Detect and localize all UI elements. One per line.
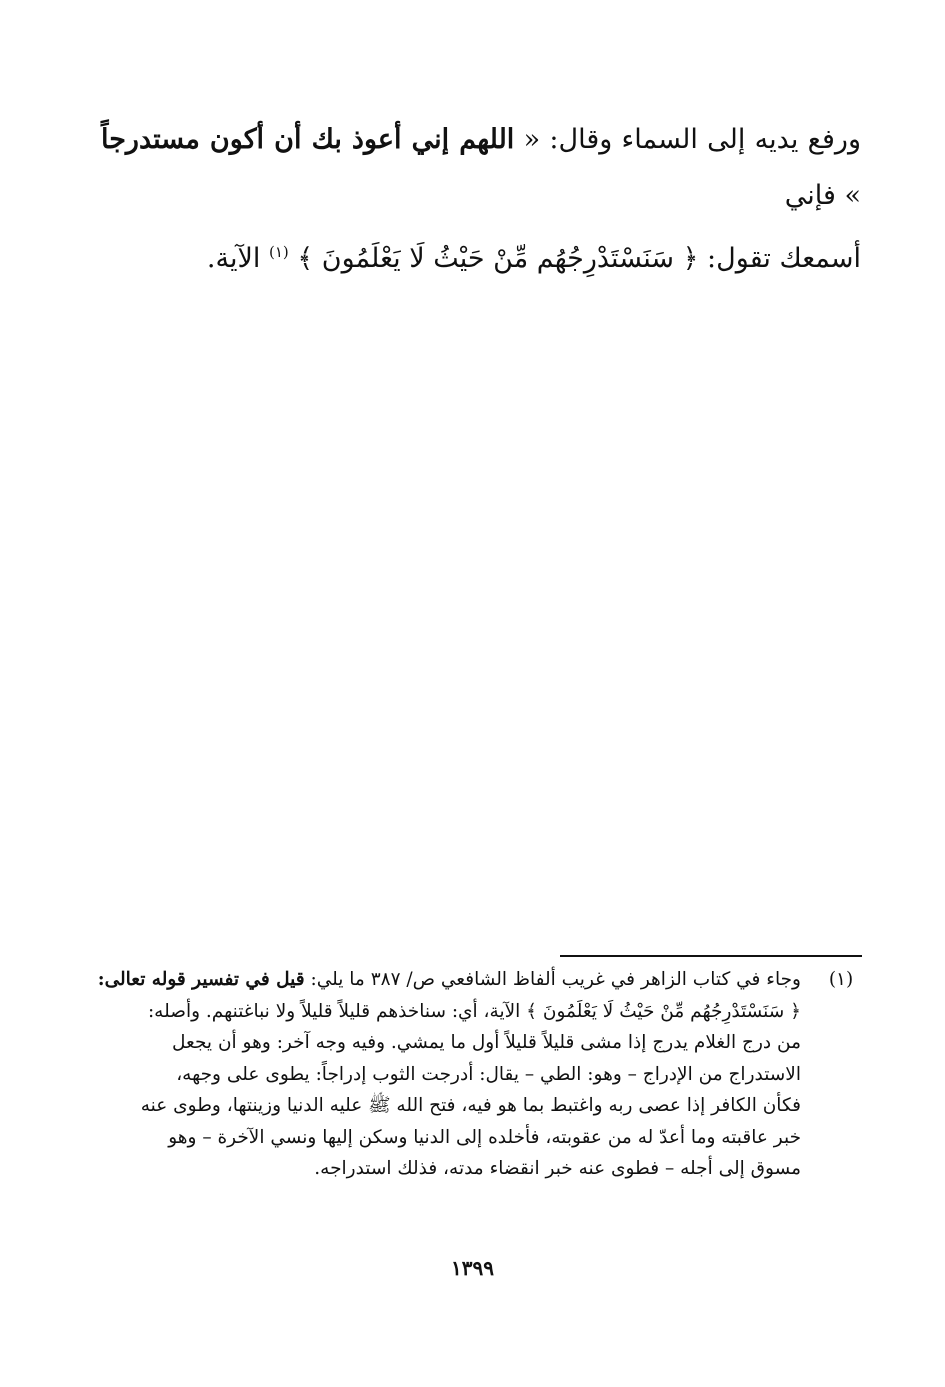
main-text-block	[101, 112, 861, 287]
footnote-quran-verse: ﴿ سَنَسْتَدْرِجُهُم مِّنْ حَيْثُ لَا يَعْلَمُونَ ﴾	[526, 1000, 801, 1022]
footnote-line-2-tail: الآية، أي: سناخذهم قليلاً قليلاً ولا نباغتنهم. وأصله:	[147, 1000, 527, 1022]
footnote-divider	[560, 955, 862, 957]
main-line-1-tail: » فإني	[784, 180, 861, 211]
footnote-line-4: الاستدراج من الإدراج – وهو: الطي – يقال: أدرجت الثوب إدراجاً: يطوى على وجهه،	[176, 1063, 801, 1085]
footnote-line-7: مسوق إلى أجله – فطوى عنه خبر انقضاء مدته، فذلك استدراجه.	[314, 1158, 801, 1179]
footnote-line-1-b: قيل في تفسير قوله تعالى:	[97, 969, 305, 990]
quran-verse: سَنَسْتَدْرِجُهُم مِّنْ حَيْثُ لَا يَعْلَمُونَ	[321, 243, 675, 274]
footnote-number: (١)	[828, 969, 854, 990]
footnote-line-1	[81, 964, 801, 996]
main-line-1-lead: ورفع يديه إلى السماء وقال: «	[523, 124, 861, 155]
footnote-block	[81, 964, 861, 1185]
page-number: ١٣٩٩	[451, 1256, 494, 1280]
main-line-1-supplication: اللهم إني أعوذ بك أن أكون مستدرجاً	[101, 124, 515, 155]
main-line-1	[101, 112, 861, 224]
footnote-body	[81, 964, 801, 1185]
quran-close-bracket: ﴾	[297, 243, 314, 274]
main-line-2-lead: أسمعك تقول: ﴿	[682, 243, 861, 274]
footnote-line-6: خبر عاقبته وما أعدّ له من عقوبته، فأخلده إلى الدنيا وسكن إليها ونسي الآخرة – وهو	[168, 1126, 801, 1148]
footnote-line-3: من درج الغلام يدرج إذا مشى قليلاً قليلاً أول ما يمشي. وفيه وجه آخر: وهو أن يجعل	[172, 1032, 801, 1053]
footnote-line-5: فكأن الكافر إذا عصى ربه واغتبط بما هو فيه، فتح الله ﷺ عليه الدنيا وزينتها، وطوى عنه	[140, 1095, 801, 1116]
footnote-line-2	[81, 996, 801, 1028]
main-line-2	[101, 224, 861, 287]
footnote-reference: (١)	[268, 243, 289, 261]
main-line-2-tail: الآية.	[206, 243, 261, 274]
footnote-line-1-a: وجاء في كتاب الزاهر في غريب ألفاظ الشافعي ص/ ٣٨٧ ما يلي:	[304, 969, 801, 990]
